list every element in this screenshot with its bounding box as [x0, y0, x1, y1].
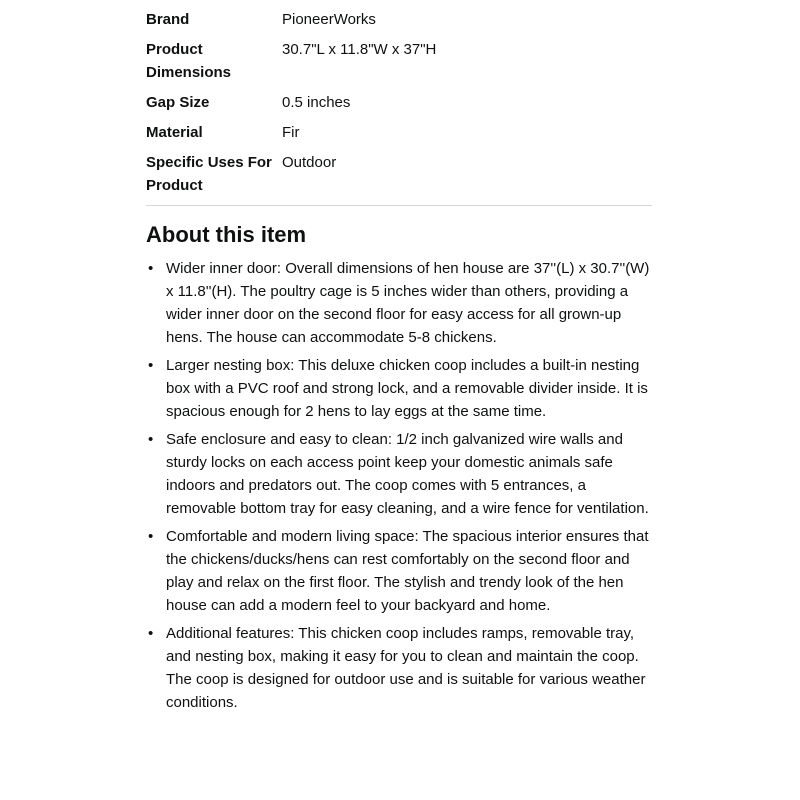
about-bullet-list: [146, 257, 656, 719]
bullet-icon: •: [148, 357, 154, 374]
spec-row-material: [146, 114, 652, 144]
spec-value: 30.7"L x 11.8"W x 37"H: [282, 41, 437, 58]
spec-label: Brand: [146, 11, 190, 28]
spec-row-product-dimensions: [146, 31, 652, 84]
spec-value: PioneerWorks: [282, 11, 376, 28]
spec-label: Product Dimensions: [146, 41, 232, 81]
bullet-icon: •: [148, 260, 154, 277]
list-item: [146, 525, 656, 617]
section-divider: [146, 205, 652, 206]
bullet-icon: •: [148, 528, 154, 545]
about-heading: About this item: [146, 222, 307, 247]
spec-value: 0.5 inches: [282, 94, 351, 111]
list-item: [146, 257, 656, 349]
bullet-text: Wider inner door: Overall dimensions of hen house are 37''(L) x 30.7''(W) x 11.8''(H). The poultry cage is 5 inches wider than others, providing a wider inner door on the second floor for easy access for all grown-up hens. The house can accommodate 5-8 chickens.: [166, 260, 650, 346]
spec-row-brand: [146, 8, 652, 31]
list-item: [146, 622, 656, 714]
spec-row-gap-size: [146, 84, 652, 114]
bullet-text: Additional features: This chicken coop includes ramps, removable tray, and nesting box, making it easy for you to clean and maintain the coop. The coop is designed for outdoor use and is suitable for various weather conditions.: [166, 625, 646, 711]
list-item: [146, 354, 656, 423]
bullet-icon: •: [148, 431, 154, 448]
bullet-icon: •: [148, 625, 154, 642]
spec-value: Fir: [282, 124, 300, 141]
bullet-text: Larger nesting box: This deluxe chicken coop includes a built-in nesting box with a PVC roof and strong lock, and a removable divider inside. It is spacious enough for 2 hens to lay eggs at the same time.: [166, 357, 648, 420]
bullet-text: Safe enclosure and easy to clean: 1/2 inch galvanized wire walls and sturdy locks on each access point keep your domestic animals safe indoors and predators out. The coop comes with 5 entrances, a removable bottom tray for easy cleaning, and a wire fence for ventilation.: [166, 431, 649, 517]
product-specs-table: [146, 8, 652, 197]
spec-row-specific-uses: [146, 144, 652, 197]
spec-label: Specific Uses For Product: [146, 154, 272, 194]
spec-label: Gap Size: [146, 94, 210, 111]
spec-label: Material: [146, 124, 203, 141]
list-item: [146, 428, 656, 520]
bullet-text: Comfortable and modern living space: The spacious interior ensures that the chickens/ducks/hens can rest comfortably on the second floor and play and relax on the first floor. The stylish and trendy look of the hen house can add a modern feel to your backyard and home.: [166, 528, 649, 614]
spec-value: Outdoor: [282, 154, 337, 171]
